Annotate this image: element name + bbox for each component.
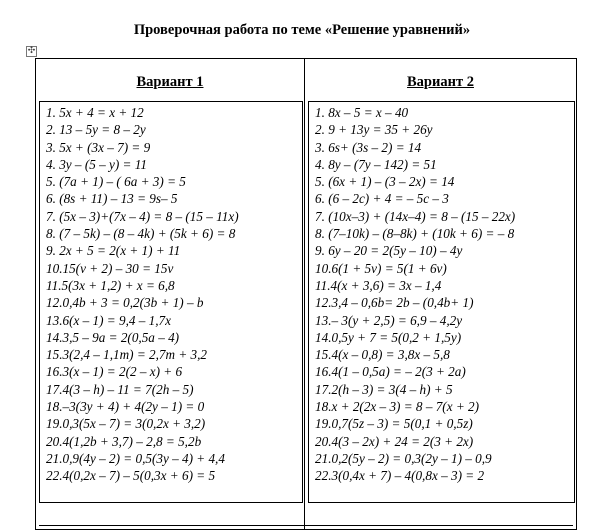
equation-item: 10.15(v + 2) – 30 = 15v	[46, 260, 174, 276]
equation-item: 3. 6s+ (3s – 2) = 14	[315, 139, 422, 155]
equation-item: 3. 5x + (3x – 7) = 9	[46, 139, 151, 155]
equation-item: 5. (6x + 1) – (3 – 2x) = 14	[315, 174, 455, 190]
equation-item: 21.0,2(5y – 2) = 0,3(2y – 1) – 0,9	[315, 450, 492, 466]
equation-item: 20.4(3 – 2x) + 24 = 2(3 + 2x)	[315, 433, 474, 449]
equation-item: 9. 6y – 20 = 2(5y – 10) – 4y	[315, 243, 463, 259]
equation-item: 14.0,5y + 7 = 5(0,2 + 1,5y)	[315, 329, 462, 345]
equation-item: 1. 8x – 5 = x – 40	[315, 105, 409, 120]
equation-item: 20.4(1,2b + 3,7) – 2,8 = 5,2b	[46, 433, 202, 449]
equation-item: 2. 9 + 13y = 35 + 26y	[315, 122, 433, 138]
equation-item: 16.4(1 – 0,5a) = – 2(3 + 2a)	[315, 364, 466, 380]
equation-item: 17.2(h – 3) = 3(4 – h) + 5	[315, 381, 453, 397]
equation-item: 1. 5x + 4 = x + 12	[46, 105, 144, 120]
equation-item: 15.4(x – 0,8) = 3,8x – 5,8	[315, 347, 450, 363]
equation-item: 19.0,7(5z – 3) = 5(0,1 + 0,5z)	[315, 416, 473, 432]
equation-item: 2. 13 – 5y = 8 – 2y	[46, 122, 146, 138]
equation-item: 11.5(3x + 1,2) + x = 6,8	[46, 277, 175, 293]
equation-item: 7. (10x–3) + (14x–4) = 8 – (15 – 22x)	[315, 208, 516, 224]
table-move-handle-icon[interactable]: ✣	[27, 46, 36, 56]
equation-item: 17.4(3 – h) – 11 = 7(2h – 5)	[46, 381, 194, 397]
equation-item: 14.3,5 – 9a = 2(0,5a – 4)	[46, 329, 180, 345]
table-header-row	[36, 59, 576, 101]
equation-item: 4. 3y – (5 – y) = 11	[46, 156, 147, 172]
variant-1-equations-box	[39, 101, 303, 503]
variant-2-equation-list	[315, 104, 515, 485]
equation-item: 18.x + 2(2x – 3) = 8 – 7(x + 2)	[315, 399, 480, 415]
equation-item: 4. 8y – (7y – 142) = 51	[315, 156, 437, 172]
variant-2-equations-box	[308, 101, 575, 503]
variant-1-heading: Вариант 1	[136, 74, 204, 90]
equation-item: 6. (6 – 2c) + 4 = – 5c – 3	[315, 191, 449, 207]
table-bottom-row-border	[39, 525, 573, 526]
equation-item: 22.3(0,4x + 7) – 4(0,8x – 3) = 2	[315, 468, 485, 484]
variant-2-heading-cell	[305, 74, 576, 91]
equation-item: 8. (7 – 5k) – (8 – 4k) + (5k + 6) = 8	[46, 226, 236, 242]
equation-item: 10.6(1 + 5v) = 5(1 + 6v)	[315, 260, 447, 276]
equation-item: 8. (7–10k) – (8–8k) + (10k + 6) = – 8	[315, 226, 515, 242]
equation-item: 15.3(2,4 – 1,1m) = 2,7m + 3,2	[46, 347, 208, 363]
variant-1-heading-cell	[36, 74, 304, 91]
column-divider	[304, 59, 305, 529]
equation-item: 13.6(x – 1) = 9,4 – 1,7x	[46, 312, 171, 328]
variant-1-equation-list	[46, 104, 239, 485]
equation-item: 9. 2x + 5 = 2(x + 1) + 11	[46, 243, 181, 259]
equation-item: 22.4(0,2x – 7) – 5(0,3x + 6) = 5	[46, 468, 216, 484]
equation-item: 5. (7a + 1) – ( 6a + 3) = 5	[46, 174, 186, 190]
equation-item: 21.0,9(4y – 2) = 0,5(3y – 4) + 4,4	[46, 450, 225, 466]
equation-item: 19.0,3(5x – 7) = 3(0,2x + 3,2)	[46, 416, 206, 432]
equation-item: 16.3(x – 1) = 2(2 – x) + 6	[46, 364, 183, 380]
equation-item: 7. (5x – 3)+(7x – 4) = 8 – (15 – 11x)	[46, 208, 239, 224]
document-title: Проверочная работа по теме «Решение уравнений»	[133, 22, 471, 38]
equation-item: 6. (8s + 11) – 13 = 9s– 5	[46, 191, 178, 207]
variants-table	[35, 58, 577, 530]
equation-item: 12.3,4 – 0,6b= 2b – (0,4b+ 1)	[315, 295, 474, 311]
variant-2-heading: Вариант 2	[407, 74, 474, 90]
equation-item: 11.4(x + 3,6) = 3x – 1,4	[315, 277, 442, 293]
equation-item: 13.– 3(y + 2,5) = 6,9 – 4,2y	[315, 312, 463, 328]
equation-item: 18.–3(3y + 4) + 4(2y – 1) = 0	[46, 399, 205, 415]
equation-item: 12.0,4b + 3 = 0,2(3b + 1) – b	[46, 295, 204, 311]
